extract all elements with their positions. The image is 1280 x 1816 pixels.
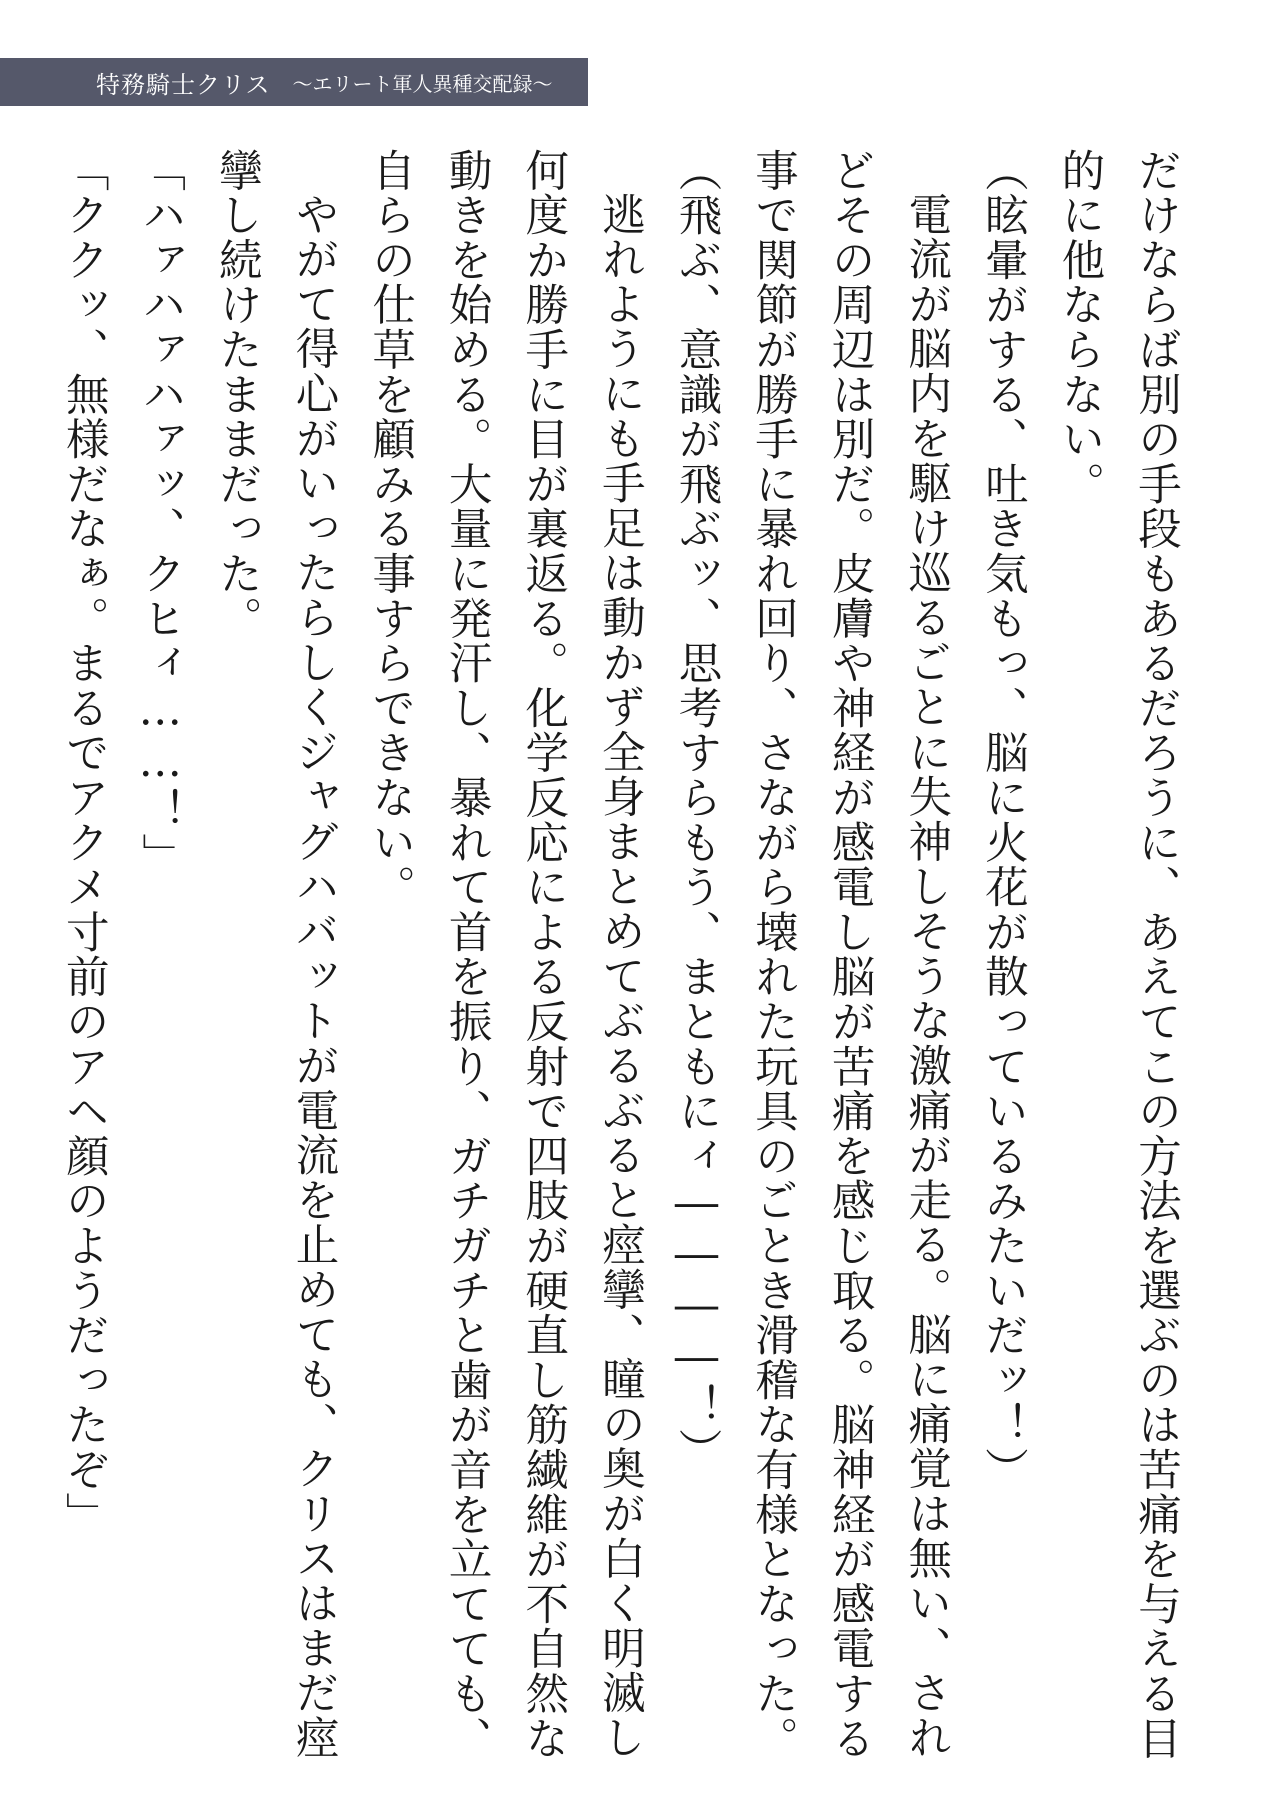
paragraph-4-inner-thought: （飛ぶ、意識が飛ぶッ、思考すらもう、まともにィ――――！） — [671, 148, 722, 1474]
paragraph-3: 電流が脳内を駆け巡るごとに失神しそうな激痛が走る。脳に痛覚は無い、されどその周辺は別だ。皮膚や神経が感電し脳が苦痛を感じ取る。脳神経が感電する事で関節が勝手に暴れ回り、さながら壊れた玩具のごとき滑稽な有様となった。 — [748, 148, 952, 1761]
paragraph-6: やがて得心がいったらしくジャグハバットが電流を止めても、クリスはまだ痙攣し続けたままだった。 — [211, 148, 339, 1760]
paragraph-5: 逃れようにも手足は動かず全身まとめてぶるぶると痙攣、瞳の奥が白く明滅し何度か勝手に目が裏返る。化学反応による反射で四肢が硬直し筋繊維が不自然な動きを始める。大量に発汗し、暴れて首を振り、ガチガチと歯が音を立てても、自らの仕草を顧みる事すらできない。 — [365, 148, 645, 1761]
paragraph-1: だけならば別の手段もあるだろうに、あえてこの方法を選ぶのは苦痛を与える目的に他ならない。 — [1054, 148, 1181, 1761]
vertical-body-text — [58, 148, 1194, 1768]
book-title: 特務騎士クリス — [96, 70, 271, 99]
running-header — [0, 58, 588, 106]
paragraph-2-inner-thought: （眩暈がする、吐き気もっ、脳に火花が散っているみたいだッ！） — [977, 148, 1028, 1492]
paragraph-7-dialogue: 「ハァハァハァッ、クヒィ……！」 — [135, 148, 186, 878]
paragraph-8-dialogue: 「ククッ、無様だなぁ。まるでアクメ寸前のアヘ顔のようだったぞ」 — [58, 148, 109, 1537]
book-subtitle: 〜エリート軍人異種交配録〜 — [292, 71, 553, 96]
